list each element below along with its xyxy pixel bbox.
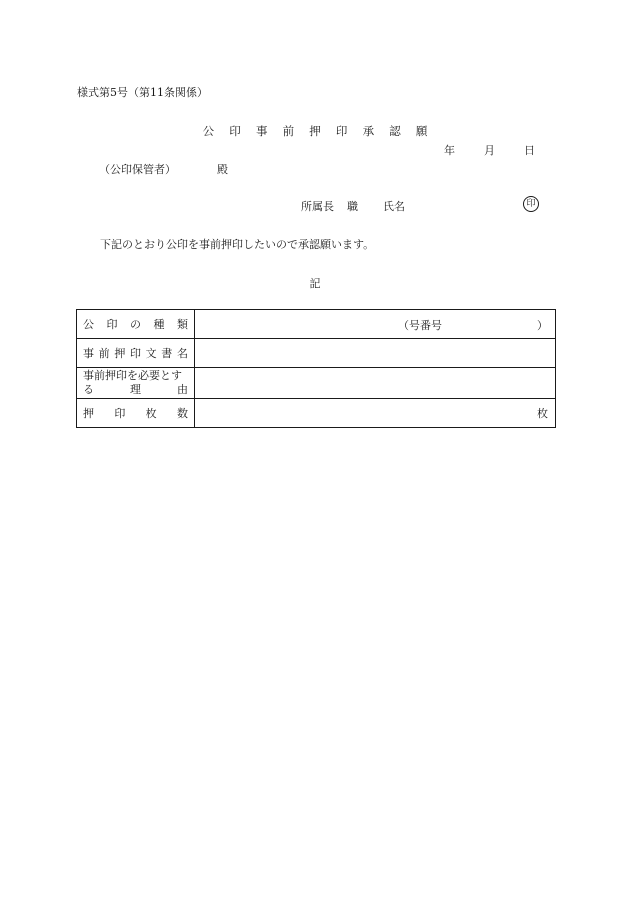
seal-type-field[interactable] [195, 310, 556, 339]
title-char: 願 [415, 124, 428, 138]
table-row [77, 310, 556, 339]
table-row [77, 339, 556, 368]
label-char: 由 [177, 383, 188, 396]
table-row [77, 399, 556, 428]
document-name-field[interactable] [195, 339, 556, 368]
addressee: （公印保管者） [99, 163, 176, 176]
label-char: 事 [83, 347, 94, 360]
title-char: 事 [255, 124, 268, 138]
label-char: 文 [145, 347, 157, 360]
number-label: （号番号 [398, 319, 442, 332]
date-line [444, 142, 535, 158]
date-year: 年 [444, 144, 455, 157]
label-char: 数 [176, 407, 188, 420]
title-char: 前 [282, 124, 295, 138]
label-char: 押 [83, 407, 94, 420]
reason-label-line1: 事前押印を必要とす [83, 369, 182, 382]
label-char: る [83, 383, 94, 396]
application-table [76, 309, 556, 428]
sheet-count-field[interactable] [195, 399, 556, 428]
date-day: 日 [524, 144, 535, 157]
title-char: 印 [229, 124, 241, 138]
row-label-seal-type [77, 310, 195, 339]
date-month: 月 [484, 144, 495, 157]
applicant-position: 職 [347, 200, 358, 213]
ki-heading: 記 [309, 277, 321, 290]
label-char: 押 [114, 347, 126, 360]
title-char: 承 [362, 124, 375, 138]
label-char: 理 [130, 383, 141, 396]
label-char: 枚 [145, 407, 157, 420]
title-char: 認 [389, 124, 401, 138]
row-label-reason [77, 368, 195, 399]
applicant-line [301, 198, 405, 214]
title-char: 公 [202, 124, 215, 138]
number-close-paren: ） [537, 319, 548, 332]
row-label-document-name [77, 339, 195, 368]
applicant-head: 所属長 [301, 200, 334, 213]
title-char: 押 [309, 124, 321, 138]
label-char: 印 [129, 347, 141, 360]
label-char: 公 [83, 318, 94, 331]
title-char: 印 [335, 124, 348, 138]
sheet-unit: 枚 [537, 407, 548, 420]
label-char: の [130, 318, 141, 331]
row-label-sheet-count [77, 399, 195, 428]
label-char: 書 [161, 347, 173, 360]
label-char: 類 [177, 318, 188, 331]
seal-mark: 印 [523, 196, 539, 212]
table-row [77, 368, 556, 399]
document-title [0, 123, 630, 139]
label-char: 印 [114, 407, 126, 420]
body-text: 下記のとおり公印を事前押印したいので承認願います。 [100, 238, 375, 251]
honorific: 殿 [217, 163, 228, 176]
reason-field[interactable] [195, 368, 556, 399]
label-char: 前 [98, 347, 110, 360]
label-char: 印 [106, 318, 118, 331]
form-number: 様式第5号（第11条関係） [77, 86, 208, 99]
label-char: 名 [176, 347, 188, 360]
applicant-name-label: 氏名 [383, 200, 405, 213]
label-char: 種 [153, 318, 165, 331]
